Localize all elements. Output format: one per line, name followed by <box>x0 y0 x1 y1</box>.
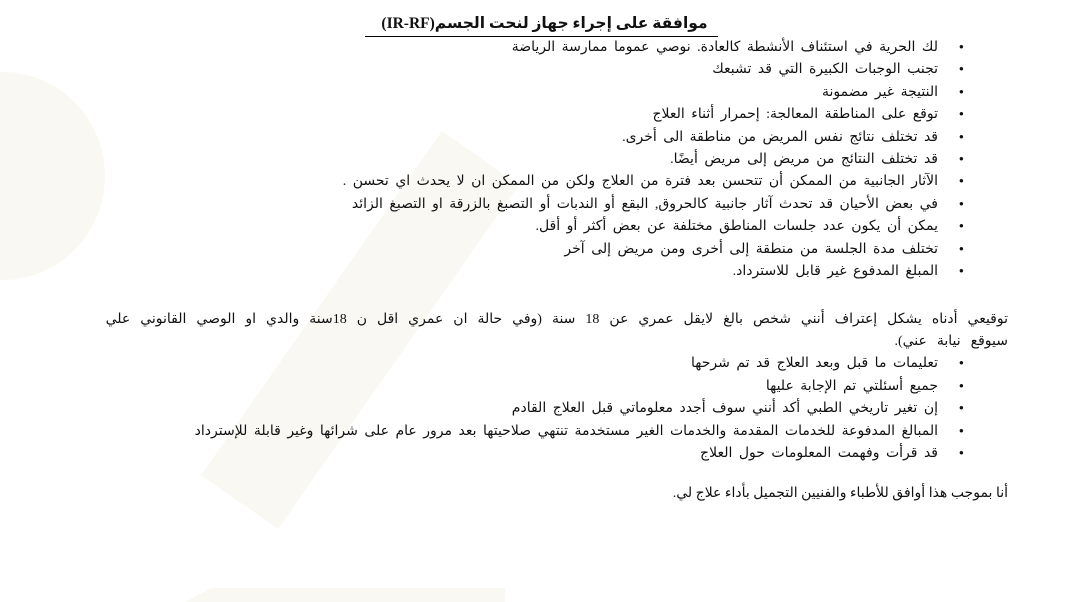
acknowledgement-item-text: المبالغ المدفوعة للخدمات المقدمة والخدمات الغير مستخدمة تنتهي صلاحيتها بعد مرور عام على شرائها وغير قابلة للإسترداد <box>194 423 938 439</box>
acknowledgement-list-item <box>75 398 1008 420</box>
risks-list <box>75 37 1008 283</box>
risk-list-item <box>75 104 1008 126</box>
acknowledgement-item-text: تعليمات ما قبل وبعد العلاج قد تم شرحها <box>691 356 938 372</box>
risk-item-text: النتيجة غير مضمونة <box>821 84 938 100</box>
risk-item-text: لك الحرية في استئناف الأنشطة كالعادة. نوصي عموما ممارسة الرياضة <box>511 40 938 55</box>
risk-list-item <box>75 239 1008 261</box>
risk-list-item <box>75 127 1008 149</box>
risk-item-text: توقع على المناطقة المعالجة: إحمرار أثناء العلاج <box>652 107 938 123</box>
age-consent-paragraph: توقيعي أدناه يشكل إعتراف أنني شخص بالغ لايقل عمري عن 18 سنة (وفي حالة ان عمري اقل ن 18سنة والدي او الوصي القانوني علي سيوقع نيابة عني). <box>105 312 1008 350</box>
risk-list-item <box>75 171 1008 193</box>
risk-list-item <box>75 149 1008 171</box>
risk-item-text: قد تختلف نتائج نفس المريض من مناطقة الى أخرى. <box>622 129 938 145</box>
acknowledgement-item-text: جميع أسئلتي تم الإجابة عليها <box>765 378 938 394</box>
risk-item-text: المبلغ المدفوع غير قابل للاسترداد. <box>732 264 938 280</box>
acknowledgement-list <box>75 353 1008 465</box>
risk-item-text: يمكن أن يكون عدد جلسات المناطق مختلفة عن بعض أكثر أو أقل. <box>535 219 938 235</box>
risk-item-text: قد تختلف النتائج من مريض إلى مريض أيضًا. <box>670 152 938 168</box>
risk-list-item <box>75 82 1008 104</box>
closing-consent-statement: أنا بموجب هذا أوافق للأطباء والفنيين التجميل بأداء علاج لي. <box>672 485 1008 501</box>
watermark-footer-band <box>185 588 505 602</box>
risk-item-text: تختلف مدة الجلسة من منطقة إلى أخرى ومن مريض إلى آخر <box>564 241 938 257</box>
acknowledgement-list-item <box>75 376 1008 398</box>
risk-item-text: في بعض الأحيان قد تحدث آثار جانبية كالحروق, البقع أو الندبات أو التصبغ بالزرقة او التصبغ الزائد <box>351 196 938 212</box>
risk-list-item <box>75 194 1008 216</box>
risk-item-text: الآثار الجانبية من الممكن أن تتحسن بعد فترة من العلاج ولكن من الممكن ان لا يحدث اي تحسن . <box>342 174 938 190</box>
acknowledgement-list-item <box>75 421 1008 443</box>
title-row <box>75 14 1008 37</box>
acknowledgement-item-text: إن تغير تاريخي الطبي أكد أنني سوف أجدد معلوماتي قبل العلاج القادم <box>511 401 938 417</box>
acknowledgement-list-item <box>75 443 1008 465</box>
risk-item-text: تجنب الوجبات الكبيرة التي قد تشبعك <box>712 62 938 78</box>
page-title: موافقة على إجراء جهاز لنحت الجسم(IR-RF) <box>365 14 717 37</box>
risk-list-item <box>75 37 1008 59</box>
risk-list-item <box>75 261 1008 283</box>
acknowledgement-item-text: قد قرأت وفهمت المعلومات حول العلاج <box>700 446 938 462</box>
risk-list-item <box>75 59 1008 81</box>
risk-list-item <box>75 216 1008 238</box>
acknowledgement-list-item <box>75 353 1008 375</box>
